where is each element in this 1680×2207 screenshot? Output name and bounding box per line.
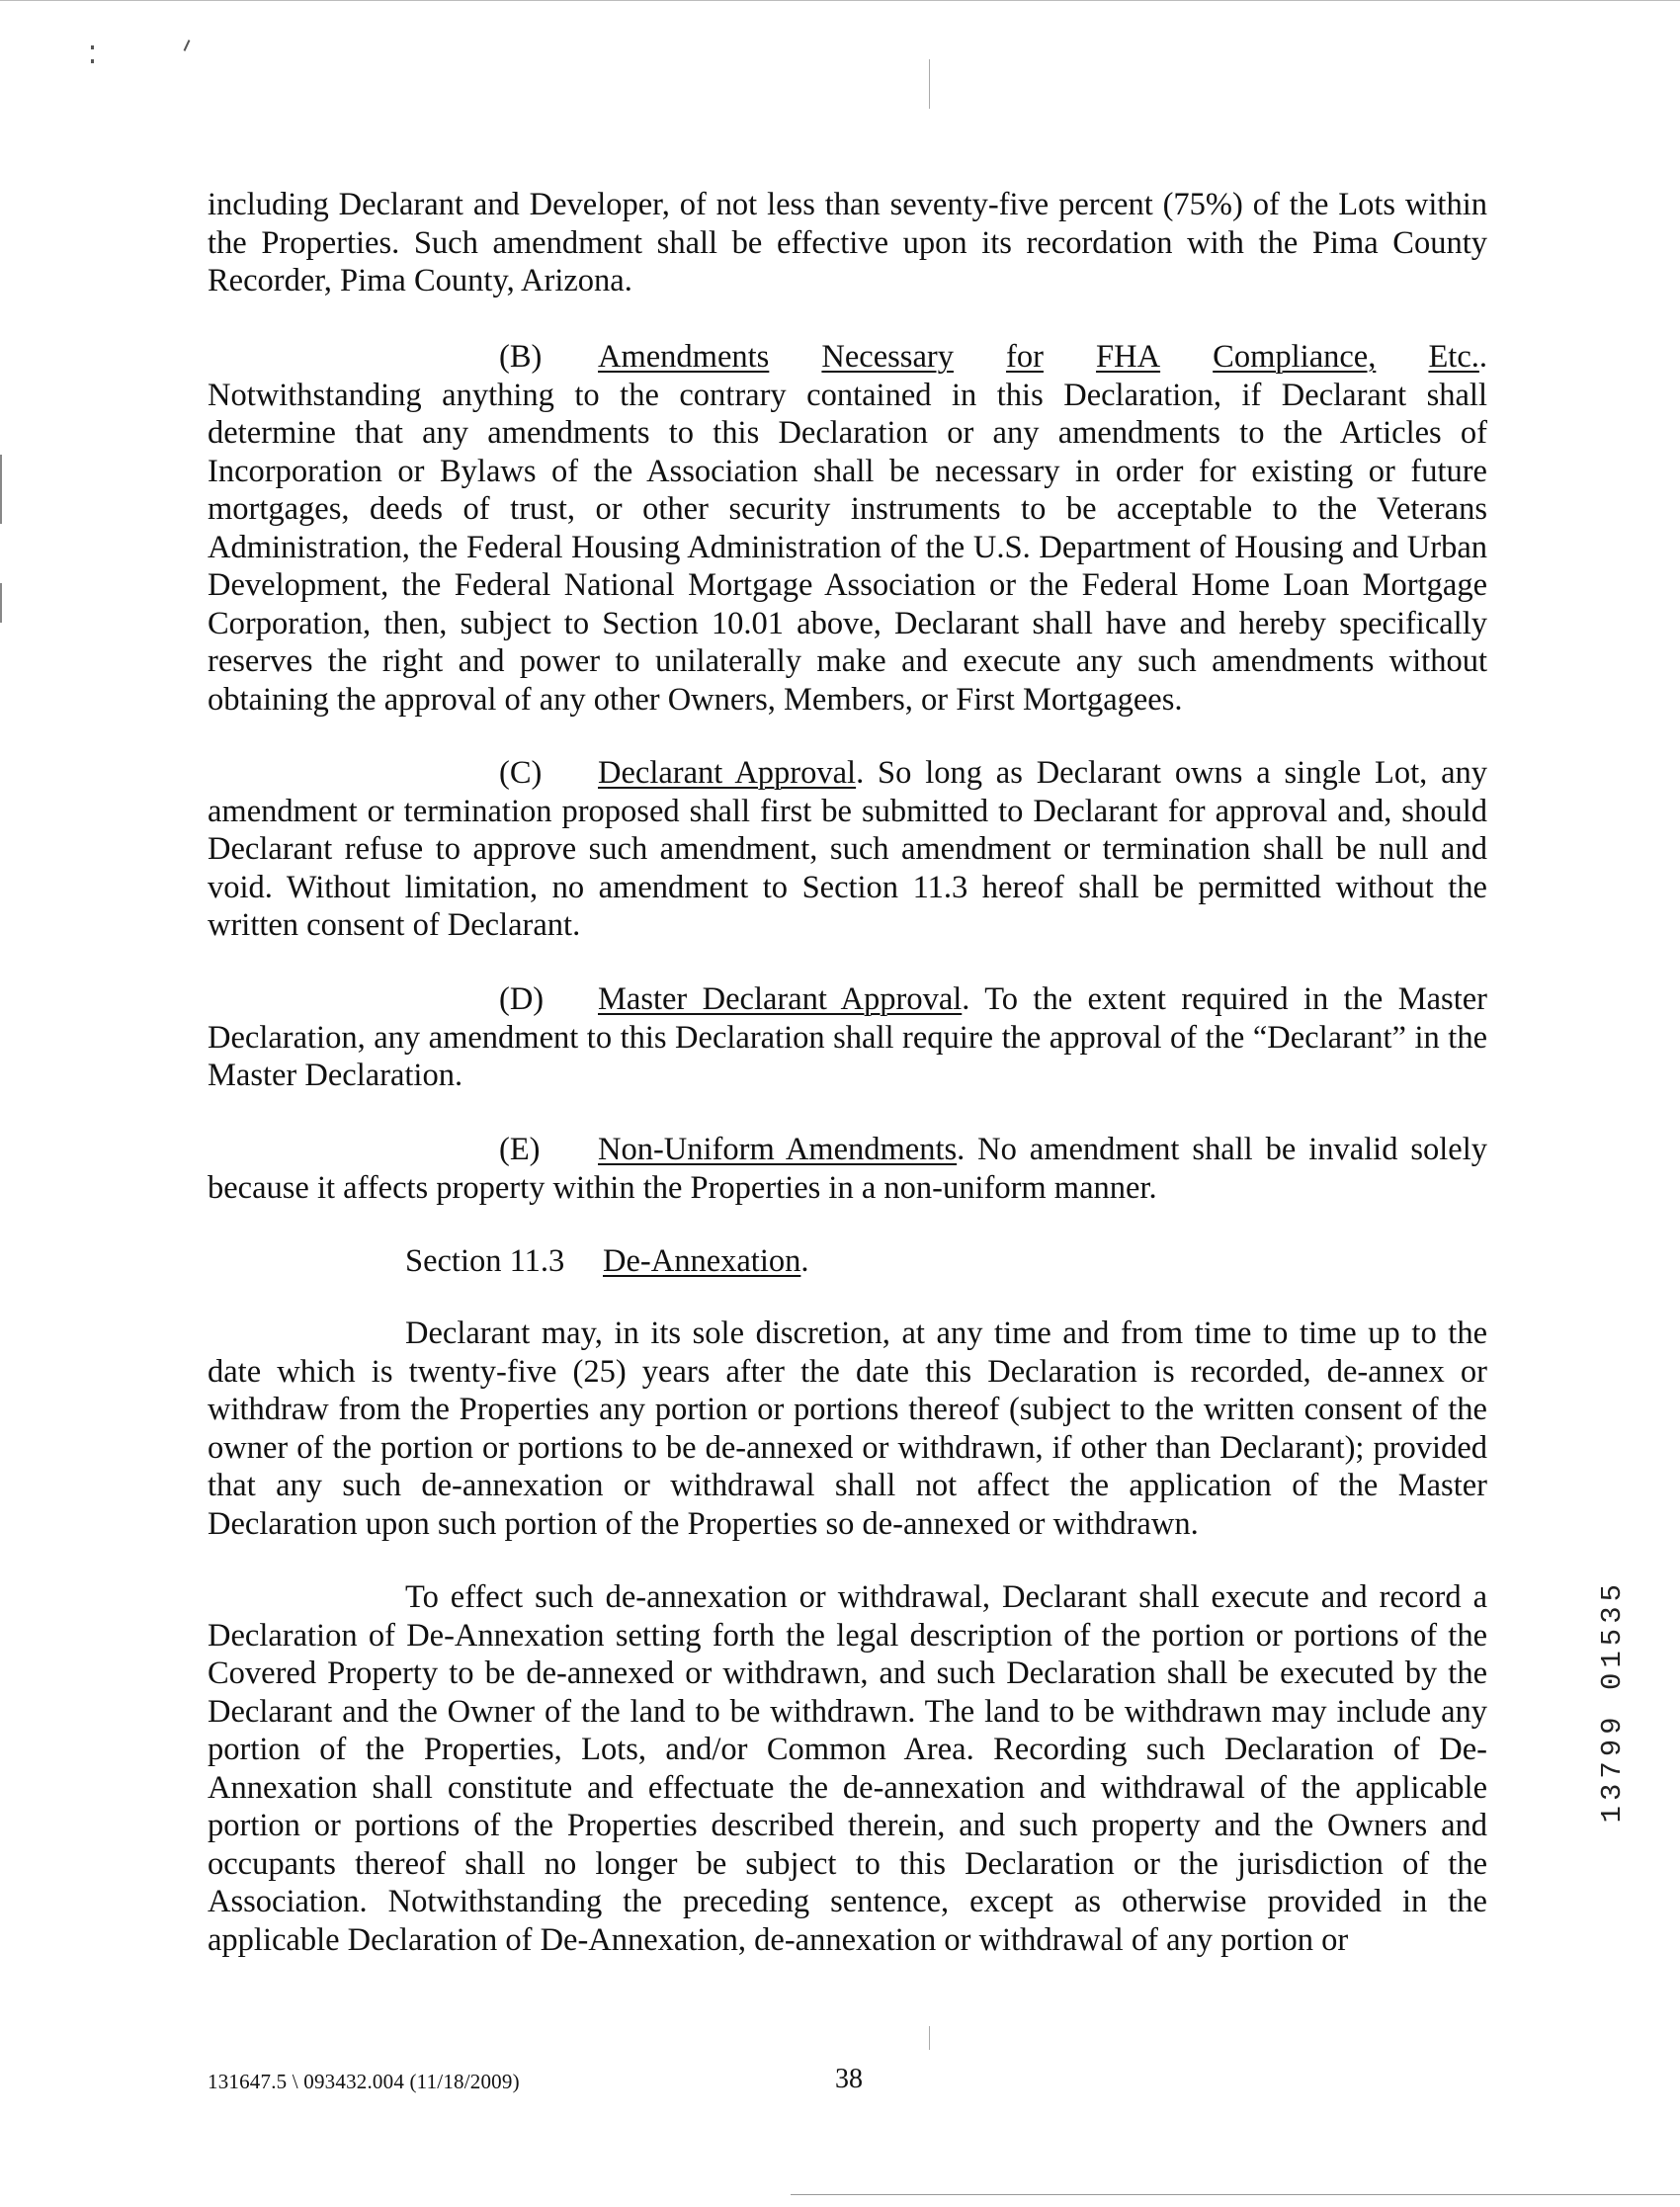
section-title-trail: . (800, 1243, 809, 1279)
section-heading-line (208, 1242, 1487, 1281)
continuation-text: including Declarant and Developer, of not less than seventy-five percent (75%) of the Lots within the Properties. Such amendment shall be effective upon its recordation with the Pima County Recorder, Pima County, Arizona. (208, 187, 1487, 298)
subsection-d (208, 980, 1487, 1095)
subsection-e-body: . No amendment shall be invalid solely because it affects property within the Properties in a non-uniform manner. (208, 1132, 1487, 1206)
heading-word: Amendments (598, 339, 770, 375)
heading-trail: . (1478, 339, 1487, 375)
deannexation-paragraph-1-body: Declarant may, in its sole discretion, at any time and from time to time up to the date which is twenty-five (25) years after the date this Declaration is recorded, de-annex or withdraw from the Properties any portion or portions thereof (subject to the written consent of the owner of the portion or portions to be de-annexed or withdrawn, if other than Declarant); provided that any such de-annexation or withdrawal shall not affect the application of the Master Declaration upon such portion of the Properties so de-annexed or withdrawn. (208, 1316, 1487, 1542)
deannexation-paragraph-2-text (208, 1578, 1487, 1959)
subsection-b-label: (B) (499, 339, 543, 375)
page-number: 38 (835, 2064, 863, 2094)
section-title: De-Annexation (603, 1243, 801, 1279)
footer-document-id: 131647.5 \ 093432.004 (11/18/2009) (208, 2070, 520, 2093)
heading-word: Compliance, (1213, 339, 1377, 375)
scan-edge (0, 455, 2, 524)
subsection-e (208, 1131, 1487, 1207)
heading-word: Necessary (821, 339, 954, 375)
deannexation-paragraph-1 (208, 1315, 1487, 1543)
subsection-e-label: (E) (499, 1132, 541, 1167)
subsection-b-heading (598, 338, 1479, 377)
subsection-d-body: . To the extent required in the Master Declaration, any amendment to this Declaration shall require the approval of the “Declarant” in the Master Declaration. (208, 981, 1487, 1093)
subsection-d-label: (D) (499, 981, 545, 1017)
scan-dash (929, 59, 930, 109)
scan-speck (184, 40, 191, 51)
subsection-b (208, 338, 1487, 719)
subsection-b-heading-line (208, 338, 1487, 377)
subsection-d-paragraph (208, 980, 1487, 1095)
recording-stamp: 13799 01535 (1596, 1579, 1629, 1824)
subsection-c-label: (C) (499, 755, 543, 791)
subsection-e-paragraph (208, 1131, 1487, 1207)
section-heading (208, 1242, 1487, 1281)
subsection-c-paragraph (208, 754, 1487, 945)
subsection-c-heading: Declarant Approval (598, 755, 857, 791)
scan-edge (791, 2194, 1680, 2195)
subsection-e-heading: Non-Uniform Amendments (598, 1132, 958, 1167)
heading-word: Etc. (1428, 339, 1479, 375)
section-number: Section 11.3 (405, 1243, 565, 1279)
subsection-c (208, 754, 1487, 945)
deannexation-paragraph-1-text (208, 1315, 1487, 1543)
subsection-c-body: . So long as Declarant owns a single Lot, any amendment or termination proposed shall first be submitted to Declarant for approval and, should Declarant refuse to approve such amendment, such amendment or termination shall be null and void. Without limitation, no amendment to Section 11.3 hereof shall be permitted without the written consent of Declarant. (208, 755, 1487, 943)
subsection-d-heading: Master Declarant Approval (598, 981, 963, 1017)
scan-edge (0, 0, 1680, 1)
heading-word: for (1006, 339, 1044, 375)
scan-edge (0, 583, 2, 623)
scan-dash (929, 2026, 930, 2050)
scan-speck (91, 45, 94, 49)
deannexation-paragraph-2 (208, 1578, 1487, 1959)
subsection-b-body: Notwithstanding anything to the contrary contained in this Declaration, if Declarant shall determine that any amendments to this Declaration or any amendments to the Articles of Incorporation or Bylaws of the Association shall be necessary in order for existing or future mortgages, deeds of trust, or other security instruments to be acceptable to the Veterans Administration, the Federal Housing Administration of the U.S. Department of Housing and Urban Development, the Federal National Mortgage Association or the Federal Home Loan Mortgage Corporation, then, subject to Section 10.01 above, Declarant shall have and hereby specifically reserves the right and power to unilaterally make and execute any such amendments without obtaining the approval of any other Owners, Members, or First Mortgagees. (208, 377, 1487, 718)
heading-word: FHA (1096, 339, 1161, 375)
deannexation-paragraph-2-body: To effect such de-annexation or withdrawal, Declarant shall execute and record a Declaration of De-Annexation setting forth the legal description of the portion or portions of the Covered Property to be de-annexed or withdrawn, and such Declaration shall be executed by the Declarant and the Owner of the land to be withdrawn. The land to be withdrawn may include any portion of the Properties, Lots, and/or Common Area. Recording such Declaration of De-Annexation shall constitute and effectuate the de-annexation and withdrawal of the applicable portion or portions of the Properties described therein, and such property and the Owners and occupants thereof shall no longer be subject to this Declaration or the jurisdiction of the Association. Notwithstanding the preceding sentence, except as otherwise provided in the applicable Declaration of De-Annexation, de-annexation or withdrawal of any portion or (208, 1579, 1487, 1958)
continuation-paragraph (208, 186, 1487, 300)
scan-speck (91, 59, 94, 63)
